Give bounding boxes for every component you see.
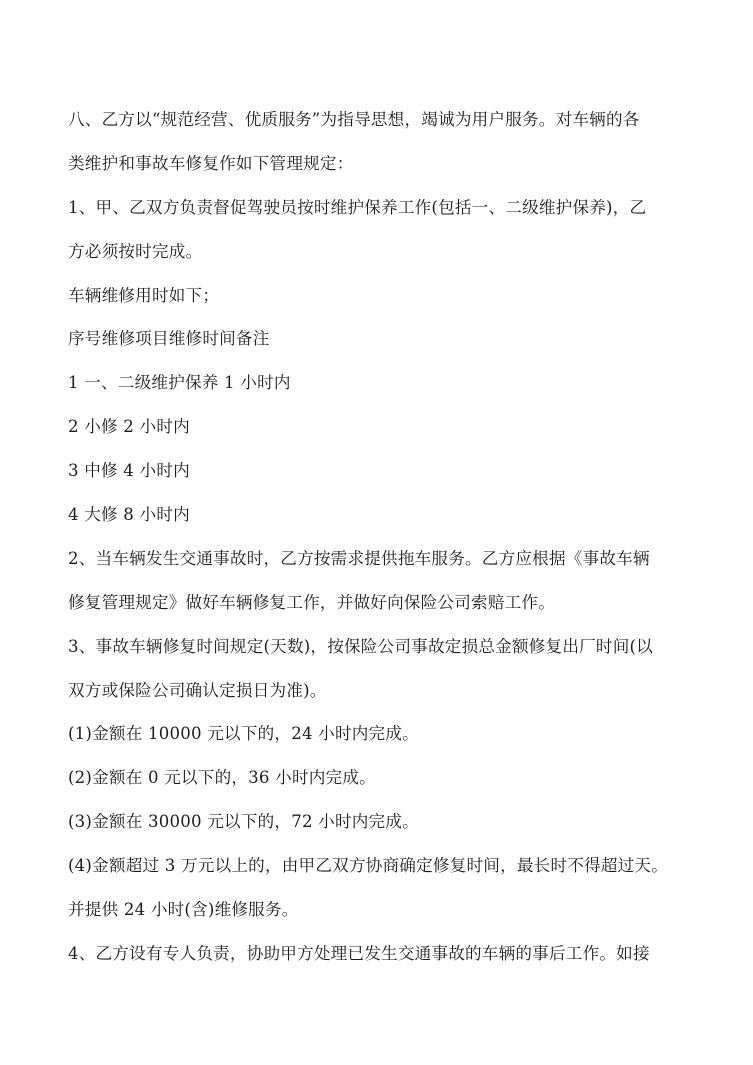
repair-table-row: 1 一、二级维护保养 1 小时内 — [68, 373, 291, 393]
sub-item-3: (3)金额在 30000 元以下的，72 小时内完成。 — [68, 812, 419, 832]
document-body — [68, 98, 693, 976]
repair-table-row: 2 小修 2 小时内 — [68, 417, 190, 437]
paragraph-8-line-2: 类维护和事故车修复作如下管理规定： — [68, 153, 354, 173]
repair-time-heading: 车辆维修用时如下； — [68, 285, 220, 305]
item-2-line-2: 修复管理规定》做好车辆修复工作，并做好向保险公司索赔工作。 — [68, 592, 556, 612]
item-3-line-2: 双方或保险公司确认定损日为准)。 — [68, 680, 327, 700]
repair-table-header: 序号维修项目维修时间备注 — [68, 329, 270, 349]
sub-item-1: (1)金额在 10000 元以下的，24 小时内完成。 — [68, 724, 419, 744]
sub-item-4-line-2: 并提供 24 小时(含)维修服务。 — [68, 900, 299, 920]
item-1-line-1: 1、甲、乙双方负责督促驾驶员按时维护保养工作(包括一、二级维护保养)，乙 — [68, 197, 647, 217]
item-4-line-1: 4、乙方设有专人负责，协助甲方处理已发生交通事故的车辆的事后工作。如接 — [68, 943, 650, 963]
item-1-line-2: 方必须按时完成。 — [68, 241, 203, 261]
repair-table-row: 3 中修 4 小时内 — [68, 461, 190, 481]
item-3-line-1: 3、事故车辆修复时间规定(天数)，按保险公司事故定损总金额修复出厂时间(以 — [68, 636, 653, 656]
sub-item-2: (2)金额在 0 元以下的，36 小时内完成。 — [68, 768, 376, 788]
paragraph-8-line-1: 八、乙方以“规范经营、优质服务”为指导思想，竭诚为用户服务。对车辆的各 — [68, 110, 640, 129]
repair-table-row: 4 大修 8 小时内 — [68, 505, 190, 525]
item-2-line-1: 2、当车辆发生交通事故时，乙方按需求提供拖车服务。乙方应根据《事故车辆 — [68, 548, 650, 568]
sub-item-4-line-1: (4)金额超过 3 万元以上的，由甲乙双方协商确定修复时间，最长时不得超过天。 — [68, 856, 669, 876]
